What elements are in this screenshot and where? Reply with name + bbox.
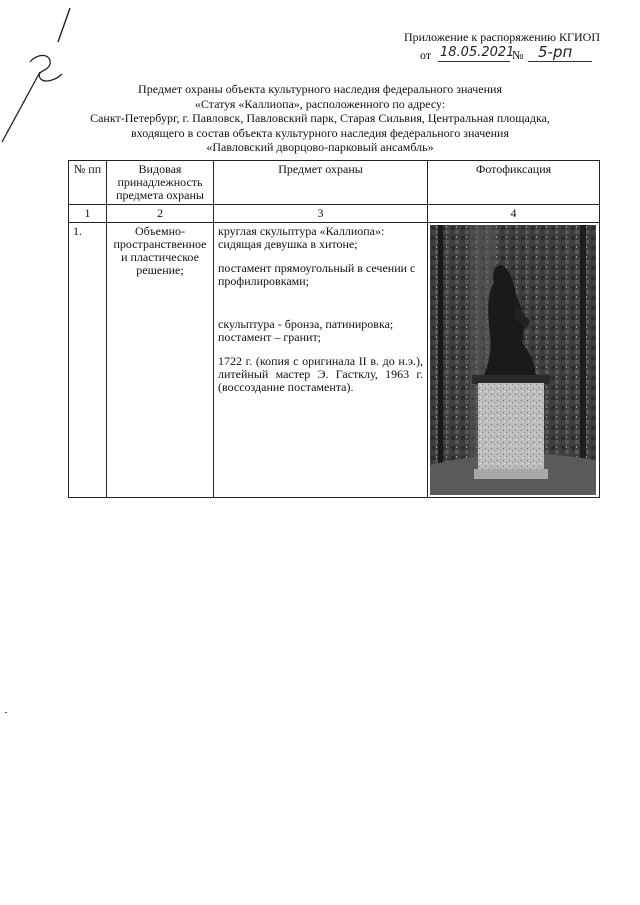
date-underline — [438, 61, 510, 62]
date-value: 18.05.2021 — [440, 45, 515, 60]
header-subject: Предмет охраны — [214, 161, 428, 205]
column-number: 1 — [69, 205, 107, 223]
protection-table — [68, 160, 600, 498]
column-numbers-row — [69, 205, 600, 223]
description-item: круглая скульптура «Каллиопа»: сидящая девушка в хитоне; — [218, 224, 385, 251]
description-item: скульптура - бронза, патинировка; постамент – гранит; — [218, 317, 394, 344]
number-prefix: № — [512, 48, 524, 62]
header-photo: Фотофиксация — [428, 161, 600, 205]
statue-photo — [430, 225, 596, 495]
appendix-date-number — [380, 43, 600, 64]
table-row — [69, 223, 600, 498]
heading-line: «Павловский дворцово-парковый ансамбль» — [206, 140, 434, 154]
description-item: 1722 г. (копия с оригинала II в. до н.э.), литейный мастер Э. Гастклу, 1963 г. (воссоздание постамента). — [218, 354, 423, 394]
appendix-block — [380, 30, 600, 64]
row-description — [214, 223, 428, 498]
row-number: 1. — [69, 223, 107, 498]
column-number: 4 — [428, 205, 600, 223]
heading-line: Предмет охраны объекта культурного наследия федерального значения — [138, 82, 502, 96]
heading-line: входящего в состав объекта культурного наследия федерального значения — [131, 125, 509, 140]
header-num: № пп — [69, 161, 107, 205]
row-kind: Объемно-пространственное и пластическое решение; — [107, 223, 214, 498]
column-number: 2 — [107, 205, 214, 223]
row-photo-cell — [428, 223, 600, 498]
heading-line: Санкт-Петербург, г. Павловск, Павловский парк, Старая Сильвия, Центральная площадка, — [90, 111, 550, 125]
number-value: 5-рп — [538, 43, 573, 61]
number-underline — [528, 61, 592, 62]
scan-mark — [5, 712, 7, 713]
date-prefix: от — [420, 48, 432, 62]
appendix-title: Приложение к распоряжению КГИОП — [403, 30, 600, 44]
table-header-row — [69, 161, 600, 205]
header-kind: Видовая принадлежность предмета охраны — [107, 161, 214, 205]
heading-line: «Статуя «Каллиопа», расположенного по адресу: — [194, 96, 446, 111]
column-number: 3 — [214, 205, 428, 223]
document-heading — [60, 82, 580, 155]
description-item: постамент прямоугольный в сечении с профилировками; — [218, 261, 416, 288]
